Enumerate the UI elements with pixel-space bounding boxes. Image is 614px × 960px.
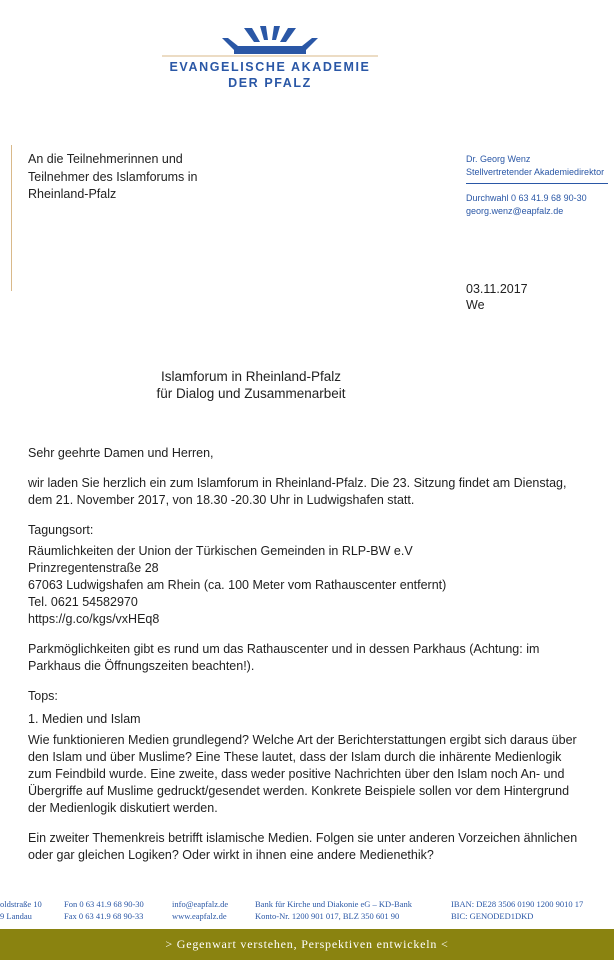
invitation-paragraph: wir laden Sie herzlich ein zum Islamforum in Rheinland-Pfalz. Die 23. Sitzung findet am Dienstag, dem 21. November 2017, von 18.30 -20.30 Uhr in Ludwigshafen statt.	[28, 476, 567, 507]
letter-title	[140, 369, 362, 402]
footer-web	[172, 898, 228, 922]
footer-address-line: oldstraße 10	[0, 899, 42, 909]
footer-fax-line: Fax 0 63 41.9 68 90-33	[64, 911, 144, 921]
logo-text-line1: EVANGELISCHE AKADEMIE	[169, 60, 371, 74]
letter-reference: We	[466, 298, 485, 312]
footer-iban-line: IBAN: DE28 3506 0190 1200 9010 17	[451, 899, 584, 909]
letter-body	[28, 445, 588, 877]
sender-divider	[466, 183, 608, 184]
salutation: Sehr geehrte Damen und Herren,	[28, 446, 214, 460]
footer-phone-line: Fon 0 63 41.9 68 90-30	[64, 899, 144, 909]
sender-name: Dr. Georg Wenz	[466, 154, 531, 164]
venue-link[interactable]: https://g.co/kgs/vxHEq8	[28, 612, 160, 626]
footer-iban	[451, 898, 583, 922]
logo-arc-icon	[162, 26, 378, 60]
recipient-address	[28, 151, 198, 204]
letter-footer	[0, 898, 614, 928]
sender-email[interactable]: georg.wenz@eapfalz.de	[466, 205, 564, 216]
footer-bank	[255, 898, 412, 922]
sender-role: Stellvertretender Akademiedirektor	[466, 166, 605, 177]
parking-paragraph: Parkmöglichkeiten gibt es rund um das Rathauscenter und in dessen Parkhaus (Achtung: im Parkhaus die Öffnungszeiten beachten!).	[28, 642, 540, 673]
recipient-line: An die Teilnehmerinnen und	[28, 152, 183, 166]
title-line2: für Dialog und Zusammenarbeit	[156, 385, 346, 401]
footer-address	[0, 898, 42, 922]
footer-website[interactable]: www.eapfalz.de	[172, 911, 227, 921]
recipient-line: Teilnehmer des Islamforums in	[28, 169, 198, 184]
footer-address-line: 9 Landau	[0, 911, 32, 921]
venue-line: Tel. 0621 54582970	[28, 595, 138, 609]
footer-bank-line: Bank für Kirche und Diakonie eG – KD-Bank	[255, 899, 412, 909]
topic-heading: 1. Medien und Islam	[28, 712, 141, 726]
recipient-line: Rheinland-Pfalz	[28, 187, 117, 201]
slogan-banner: > Gegenwart verstehen, Perspektiven entwickeln <	[0, 929, 614, 960]
venue-details	[28, 543, 588, 628]
title-line1: Islamforum in Rheinland-Pfalz	[160, 369, 342, 384]
footer-phone	[64, 898, 144, 922]
venue-line: 67063 Ludwigshafen am Rhein (ca. 100 Meter vom Rathauscenter entfernt)	[28, 578, 447, 592]
sender-phone: Durchwahl 0 63 41.9 68 90-30	[466, 193, 587, 203]
academy-logo	[162, 26, 378, 88]
footer-account-line: Konto-Nr. 1200 901 017, BLZ 350 601 90	[255, 911, 400, 921]
letter-date: 03.11.2017	[466, 282, 528, 296]
date-block	[466, 281, 528, 313]
venue-line: Räumlichkeiten der Union der Türkischen Gemeinden in RLP-BW e.V	[28, 544, 413, 558]
logo-text-line2: DER PFALZ	[228, 76, 312, 90]
tops-label: Tops:	[28, 689, 58, 703]
venue-label: Tagungsort:	[28, 523, 94, 537]
footer-bic-line: BIC: GENODED1DKD	[451, 911, 534, 921]
footer-email[interactable]: info@eapfalz.de	[172, 899, 229, 909]
topic-paragraph-2: Ein zweiter Themenkreis betrifft islamische Medien. Folgen sie unter anderen Vorzeichen ähnlichen oder gar gleichen Logiken? Oder wirkt in ihnen eine andere Medienethik?	[28, 831, 578, 862]
venue-line: Prinzregentenstraße 28	[28, 561, 159, 575]
left-margin-rule	[11, 145, 12, 291]
sender-block	[466, 153, 608, 217]
topic-paragraph: Wie funktionieren Medien grundlegend? Welche Art der Berichterstattungen ergibt sich daraus über den Islam und über Muslime? Eine These lautet, dass der Islam durch die inhärente Medienlogik zum Feindbild wurde. Eine zweite, dass weder positive Nachrichten über den Islam noch An- und Übergriffe auf Muslime gedruckt/gesendet werden. Konkrete Beispiele sollen vor dem Hintergrund der Medienlogik diskutiert werden.	[28, 733, 577, 815]
